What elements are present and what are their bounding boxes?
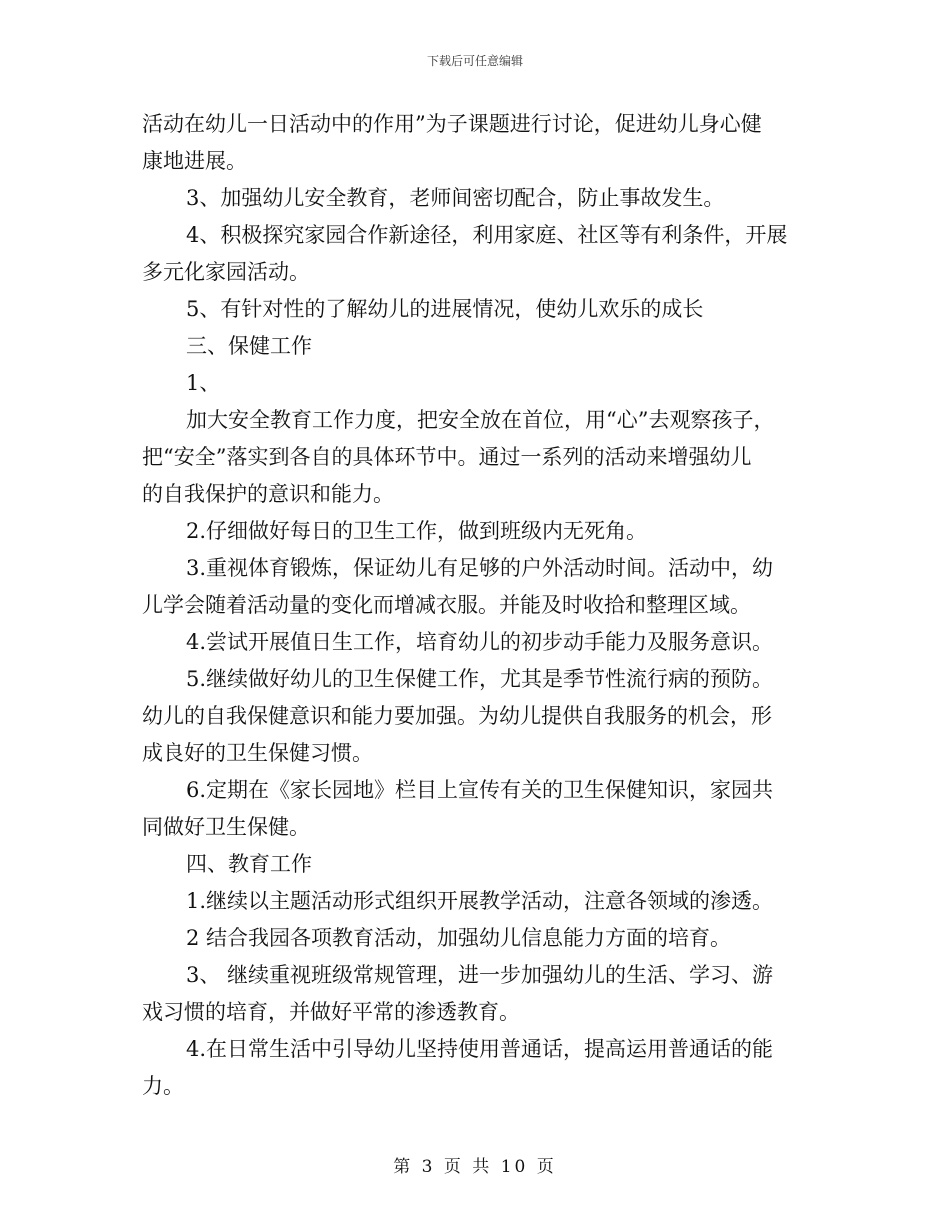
page-footer: 第 3 页 共 10 页 <box>393 1157 557 1177</box>
text-line: 儿学会随着活动量的变化而增减衣服。并能及时收拾和整理区域。 <box>142 593 751 617</box>
page-header: 下载后可任意编辑 <box>426 54 523 68</box>
text-line: 康地进展。 <box>142 149 247 173</box>
text-line: 多元化家园活动。 <box>142 260 310 284</box>
text-line: 四、教育工作 <box>186 852 312 876</box>
text-line: 4.在日常生活中引导幼儿坚持使用普通话，提高运用普通话的能 <box>186 1037 774 1061</box>
text-line: 戏习惯的培育，并做好平常的渗透教育。 <box>142 1000 520 1024</box>
text-line: 三、保健工作 <box>186 334 312 358</box>
text-line: 5、有针对性的了解幼儿的进展情况，使幼儿欢乐的成长 <box>186 297 704 321</box>
text-line: 1.继续以主题活动形式组织开展教学活动，注意各领域的渗透。 <box>186 889 774 913</box>
text-line: 幼儿的自我保健意识和能力要加强。为幼儿提供自我服务的机会，形 <box>142 704 772 728</box>
text-line: 加大安全教育工作力度，把安全放在首位，用“心”去观察孩子， <box>186 408 775 432</box>
text-line: 同做好卫生保健。 <box>142 815 310 839</box>
text-line: 4.尝试开展值日生工作，培育幼儿的初步动手能力及服务意识。 <box>186 630 774 654</box>
text-line: 把“安全”落实到各自的具体环节中。通过一系列的活动来增强幼儿 <box>142 445 752 469</box>
text-line: 6.定期在《家长园地》栏目上宣传有关的卫生保健知识，家园共 <box>186 778 774 802</box>
text-line: 3、加强幼儿安全教育，老师间密切配合，防止事故发生。 <box>186 186 725 210</box>
text-line: 的自我保护的意识和能力。 <box>142 482 394 506</box>
text-line: 3.重视体育锻炼，保证幼儿有足够的户外活动时间。活动中，幼 <box>186 556 774 580</box>
text-line: 力。 <box>142 1074 184 1098</box>
text-line: 成良好的卫生保健习惯。 <box>142 741 373 765</box>
text-line: 5.继续做好幼儿的卫生保健工作，尤其是季节性流行病的预防。 <box>186 667 774 691</box>
text-line: 1、 <box>186 371 221 395</box>
text-line: 4、积极探究家园合作新途径，利用家庭、社区等有利条件，开展 <box>186 223 788 247</box>
document-body <box>142 106 802 1105</box>
text-line: 2.仔细做好每日的卫生工作，做到班级内无死角。 <box>186 519 648 543</box>
text-line: 2 结合我园各项教育活动，加强幼儿信息能力方面的培育。 <box>186 926 732 950</box>
text-line: 活动在幼儿一日活动中的作用”为子课题进行讨论，促进幼儿身心健 <box>142 112 762 136</box>
text-line: 3、 继续重视班级常规管理，进一步加强幼儿的生活、学习、游 <box>186 963 774 987</box>
